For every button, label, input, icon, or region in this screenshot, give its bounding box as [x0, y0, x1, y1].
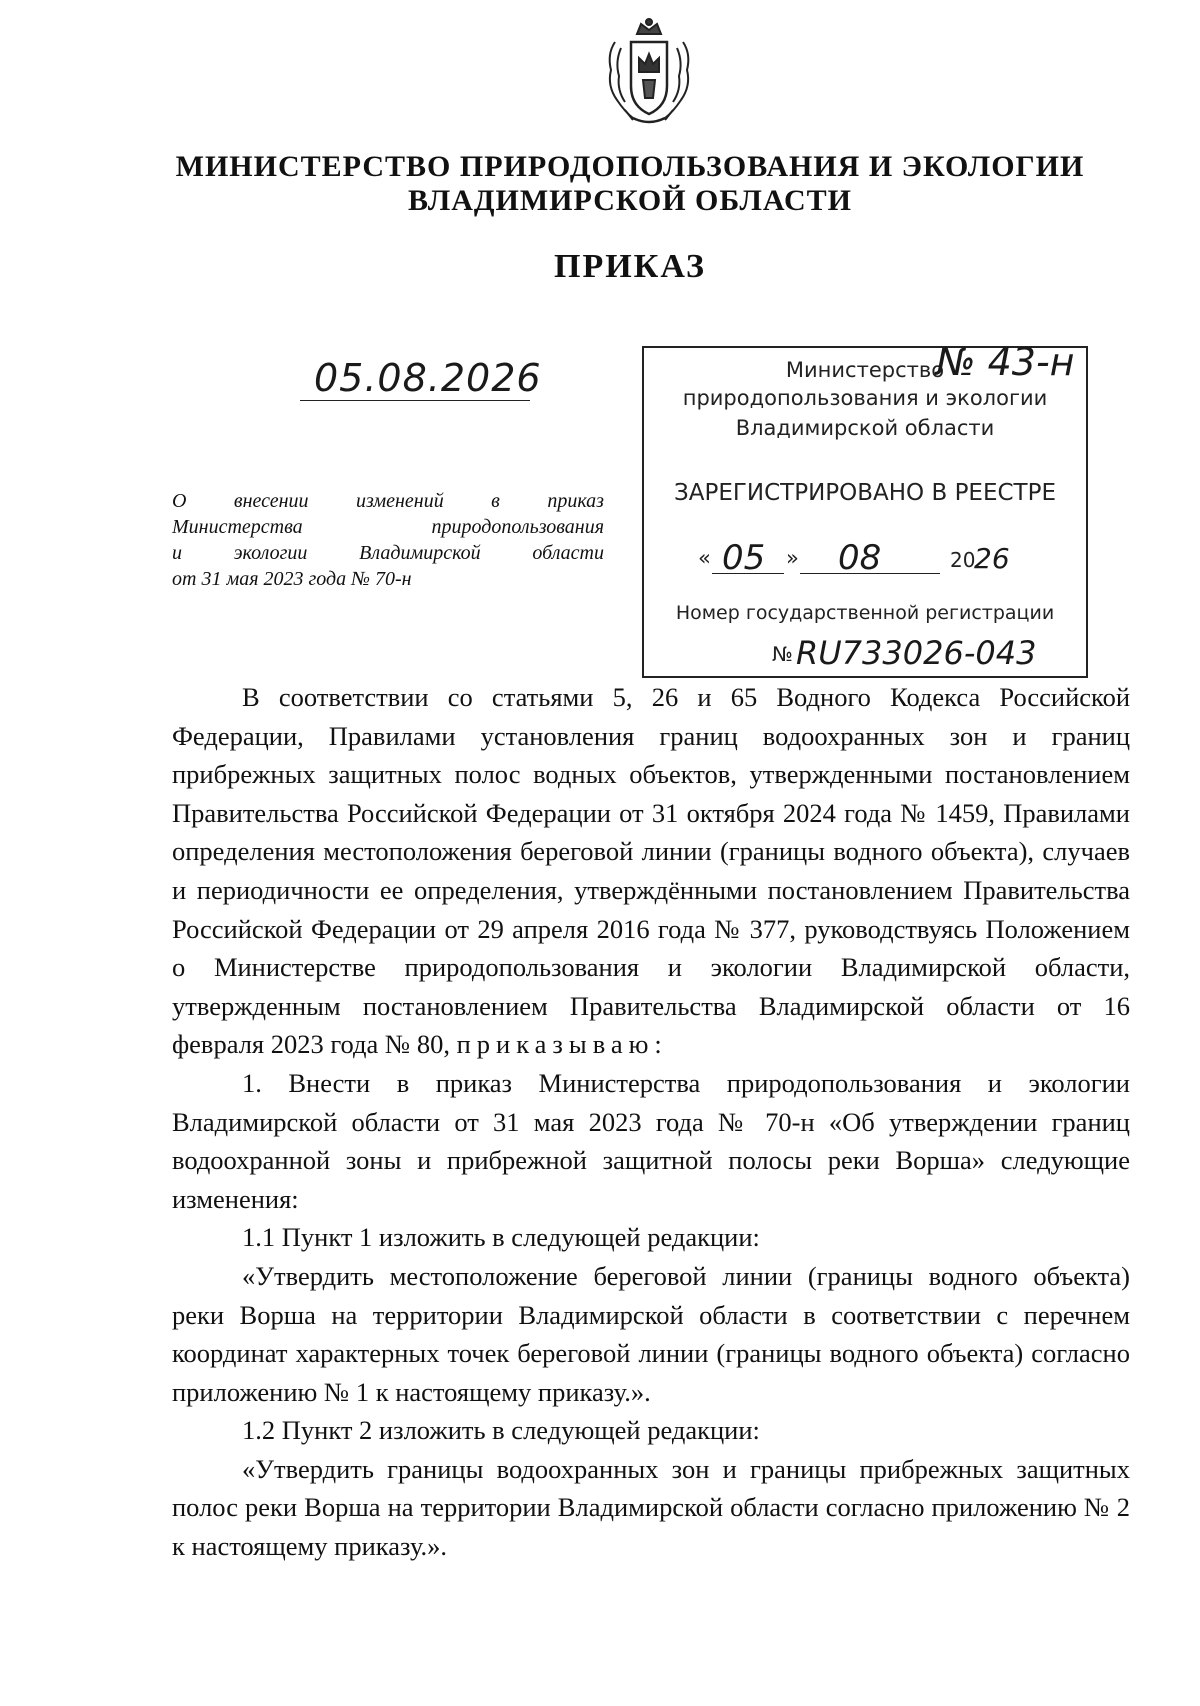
- subject-line-2: Министерства природопользования: [172, 516, 604, 538]
- handwritten-year: 26: [974, 542, 1010, 575]
- paragraph-item-1: 1. Внести в приказ Министерства природопользования и экологии Владимирской области от 31 мая 2023 года № 70-н «Об утверждении границ водоохранной зоны и прибрежной защитной полосы реки Ворша» следующие изменения:: [172, 1067, 1130, 1214]
- stamp-line-1: Министерство: [785, 358, 945, 382]
- registration-stamp: [642, 340, 1088, 678]
- subject-line-4: от 31 мая 2023 года № 70-н: [172, 568, 412, 590]
- stamp-line-3: Владимирской области: [735, 416, 995, 440]
- paragraph-item-1-1: 1.1 Пункт 1 изложить в следующей редакции:: [242, 1222, 760, 1253]
- stamp-open-quote: «: [698, 546, 711, 570]
- order-subject: [172, 488, 604, 592]
- paragraph-item-1-2: 1.2 Пункт 2 изложить в следующей редакции:: [242, 1415, 760, 1446]
- order-verb: приказываю:: [456, 1029, 668, 1060]
- order-body: [172, 678, 1130, 1566]
- handwritten-date: 05.08.2026: [314, 356, 542, 400]
- handwritten-month: 08: [838, 538, 882, 578]
- stamp-close-quote: »: [786, 546, 799, 570]
- stamp-registered: ЗАРЕГИСТРИРОВАНО В РЕЕСТРЕ: [673, 480, 1057, 506]
- ministry-line-1: МИНИСТЕРСТВО ПРИРОДОПОЛЬЗОВАНИЯ И ЭКОЛОГИИ: [175, 150, 1085, 183]
- ministry-heading: [150, 150, 1110, 218]
- stamp-no-prefix: №: [772, 642, 793, 666]
- stamp-year-prefix: 20: [950, 548, 976, 572]
- subject-line-1: О внесении изменений в приказ: [172, 490, 604, 512]
- stamp-registration-label: Номер государственной регистрации: [675, 602, 1055, 624]
- order-title: ПРИКАЗ: [554, 248, 706, 285]
- handwritten-registration-number: RU733026-043: [796, 634, 1037, 672]
- paragraph-item-1-1-text: «Утвердить местоположение береговой линии (границы водного объекта) реки Ворша на территории Владимирской области в соответствии с перечнем координат характерных точек береговой линии (границы водного объекта) согласно приложению № 1 к настоящему приказу.».: [172, 1260, 1130, 1407]
- coat-of-arms-emblem: [603, 14, 695, 128]
- subject-line-3: и экологии Владимирской области: [172, 542, 604, 564]
- paragraph-item-1-2-text: «Утвердить границы водоохранных зон и границы прибрежных защитных полос реки Ворша на территории Владимирской области согласно приложению № 2 к настоящему приказу.».: [172, 1453, 1130, 1562]
- handwritten-day: 05: [722, 538, 766, 578]
- preamble-text: В соответствии со статьями 5, 26 и 65 Водного Кодекса Российской Федерации, Правилами установления границ водоохранных зон и границ прибрежных защитных полос водных объектов, утвержденными постановлением Правительства Российской Федерации от 31 октября 2024 года № 1459, Правилами определения местоположения береговой линии (границы водного объекта), случаев и периодичности ее определения, утверждёнными постановлением Правительства Российской Федерации от 29 апреля 2016 года № 377, руководствуясь Положением о Министерстве природопользования и экологии Владимирской области, утвержденным постановлением Правительства Владимирской области от 16 февраля 2023 года № 80,: [172, 682, 1130, 1060]
- ministry-line-2: ВЛАДИМИРСКОЙ ОБЛАСТИ: [408, 184, 852, 217]
- paragraph-preamble: [172, 678, 1130, 1064]
- date-underline: [300, 400, 530, 401]
- stamp-line-2: природопользования и экологии: [682, 386, 1048, 410]
- handwritten-order-number: № 43-н: [936, 340, 1075, 384]
